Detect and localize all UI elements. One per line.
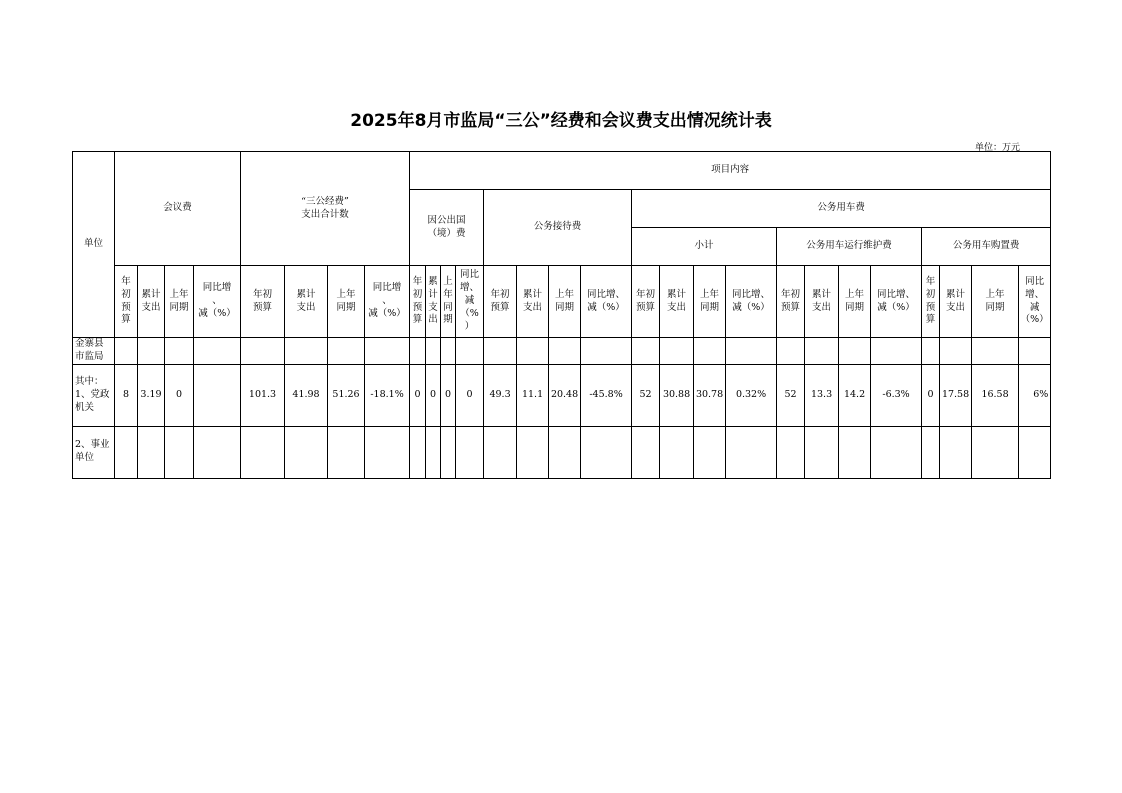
- table-cell: [805, 338, 839, 365]
- table-cell: [456, 426, 484, 478]
- table-cell: 3.19: [138, 364, 165, 426]
- table-cell: [777, 338, 805, 365]
- table-cell: [581, 426, 632, 478]
- expense-table: [72, 151, 1051, 479]
- subheader-vehicle-buy-spent: 累计 支出: [940, 266, 972, 338]
- row-label: 2、事业 单位: [73, 426, 115, 478]
- table-cell: [484, 426, 517, 478]
- table-cell: [726, 338, 777, 365]
- header-vehicle-run: 公务用车运行维护费: [777, 228, 922, 266]
- table-cell: [777, 426, 805, 478]
- subheader-subtotal-budget: 年初 预算: [632, 266, 660, 338]
- table-cell: [660, 338, 694, 365]
- row-label: 其中： 1、党政 机关: [73, 364, 115, 426]
- table-cell: [517, 338, 549, 365]
- table-cell: [922, 426, 940, 478]
- table-cell: [285, 338, 328, 365]
- subheader-meeting-last-year: 上年 同期: [165, 266, 194, 338]
- table-cell: [1019, 338, 1051, 365]
- subheader-sangong-spent: 累计 支出: [285, 266, 328, 338]
- table-cell: [660, 426, 694, 478]
- subheader-meeting-yoy: 同比增 、 减（%）: [194, 266, 241, 338]
- table-cell: [138, 426, 165, 478]
- table-cell: [138, 338, 165, 365]
- table-cell: [581, 338, 632, 365]
- subheader-vehicle-run-last-year: 上年 同期: [839, 266, 871, 338]
- subheader-sangong-last-year: 上年 同期: [328, 266, 365, 338]
- table-cell: 8: [115, 364, 138, 426]
- table-cell: 14.2: [839, 364, 871, 426]
- table-cell: [726, 426, 777, 478]
- table-cell: [441, 338, 456, 365]
- table-cell: [365, 338, 410, 365]
- table-cell: 0: [165, 364, 194, 426]
- subheader-abroad-spent: 累 计 支 出: [426, 266, 441, 338]
- subheader-vehicle-run-budget: 年初 预算: [777, 266, 805, 338]
- table-cell: 41.98: [285, 364, 328, 426]
- table-cell: 52: [632, 364, 660, 426]
- table-cell: [839, 426, 871, 478]
- table-cell: 17.58: [940, 364, 972, 426]
- table-cell: [456, 338, 484, 365]
- subheader-meeting-spent: 累计 支出: [138, 266, 165, 338]
- row-label: 金寨县 市监局: [73, 338, 115, 365]
- table-cell: [410, 426, 426, 478]
- table-cell: 0: [410, 364, 426, 426]
- header-reception: 公务接待费: [484, 190, 632, 266]
- table-cell: [940, 426, 972, 478]
- table-cell: [549, 426, 581, 478]
- subheader-vehicle-buy-yoy: 同比 增、 减 （%）: [1019, 266, 1051, 338]
- table-cell: [632, 426, 660, 478]
- table-cell: [285, 426, 328, 478]
- table-cell: 16.58: [972, 364, 1019, 426]
- subheader-subtotal-yoy: 同比增、 减（%）: [726, 266, 777, 338]
- table-cell: 6%: [1019, 364, 1051, 426]
- table-cell: [194, 426, 241, 478]
- table-cell: 20.48: [549, 364, 581, 426]
- table-cell: 13.3: [805, 364, 839, 426]
- subheader-subtotal-spent: 累计 支出: [660, 266, 694, 338]
- table-cell: [194, 338, 241, 365]
- table-cell: [972, 338, 1019, 365]
- table-cell: [365, 426, 410, 478]
- table-cell: [441, 426, 456, 478]
- table-cell: [484, 338, 517, 365]
- table-cell: 0: [456, 364, 484, 426]
- table-cell: [549, 338, 581, 365]
- table-cell: [694, 426, 726, 478]
- table-cell: 0: [922, 364, 940, 426]
- table-cell: [517, 426, 549, 478]
- subheader-sangong-yoy: 同比增 、 减（%）: [365, 266, 410, 338]
- header-subtotal: 小计: [632, 228, 777, 266]
- subheader-reception-last-year: 上年 同期: [549, 266, 581, 338]
- header-abroad: 因公出国 （境）费: [410, 190, 484, 266]
- subheader-vehicle-run-spent: 累计 支出: [805, 266, 839, 338]
- table-cell: 0: [441, 364, 456, 426]
- table-cell: [115, 426, 138, 478]
- table-cell: [871, 426, 922, 478]
- subheader-vehicle-buy-last-year: 上年 同期: [972, 266, 1019, 338]
- subheader-abroad-yoy: 同比 增、 减 （% ）: [456, 266, 484, 338]
- subheader-vehicle-buy-budget: 年 初 预 算: [922, 266, 940, 338]
- table-cell: [165, 338, 194, 365]
- table-cell: [922, 338, 940, 365]
- table-cell: 0: [426, 364, 441, 426]
- table-cell: -45.8%: [581, 364, 632, 426]
- table-cell: [410, 338, 426, 365]
- page-title: 2025年8月市监局“三公”经费和会议费支出情况统计表: [350, 111, 772, 131]
- header-sangong-total: “三公经费” 支出合计数: [241, 152, 410, 266]
- table-cell: 11.1: [517, 364, 549, 426]
- table-cell: 52: [777, 364, 805, 426]
- table-cell: [194, 364, 241, 426]
- table-cell: [328, 338, 365, 365]
- subheader-abroad-budget: 年 初 预 算: [410, 266, 426, 338]
- header-vehicle-buy: 公务用车购置费: [922, 228, 1051, 266]
- subheader-meeting-budget: 年 初 预 算: [115, 266, 138, 338]
- table-cell: 30.88: [660, 364, 694, 426]
- table-cell: -18.1%: [365, 364, 410, 426]
- subheader-reception-spent: 累计 支出: [517, 266, 549, 338]
- table-cell: [805, 426, 839, 478]
- table-cell: -6.3%: [871, 364, 922, 426]
- table-cell: [940, 338, 972, 365]
- header-project-content: 项目内容: [410, 152, 1051, 190]
- table-cell: [241, 426, 285, 478]
- table-cell: [694, 338, 726, 365]
- subheader-vehicle-run-yoy: 同比增、 减（%）: [871, 266, 922, 338]
- table-cell: 49.3: [484, 364, 517, 426]
- table-cell: [632, 338, 660, 365]
- subheader-reception-budget: 年初 预算: [484, 266, 517, 338]
- table-cell: 0.32%: [726, 364, 777, 426]
- header-unit: 单位: [73, 152, 115, 338]
- unit-label: 单位：万元: [974, 143, 1020, 153]
- subheader-abroad-last-year: 上 年 同 期: [441, 266, 456, 338]
- table-cell: [426, 426, 441, 478]
- table-cell: [328, 426, 365, 478]
- header-vehicle: 公务用车费: [632, 190, 1051, 228]
- table-cell: [165, 426, 194, 478]
- table-cell: 51.26: [328, 364, 365, 426]
- table-cell: [241, 338, 285, 365]
- table-cell: [426, 338, 441, 365]
- subheader-sangong-budget: 年初 预算: [241, 266, 285, 338]
- table-cell: [871, 338, 922, 365]
- subheader-reception-yoy: 同比增、 减（%）: [581, 266, 632, 338]
- table-cell: [1019, 426, 1051, 478]
- header-meeting-fee: 会议费: [115, 152, 241, 266]
- table-cell: 101.3: [241, 364, 285, 426]
- subheader-subtotal-last-year: 上年 同期: [694, 266, 726, 338]
- table-cell: [972, 426, 1019, 478]
- table-cell: [115, 338, 138, 365]
- table-cell: 30.78: [694, 364, 726, 426]
- table-cell: [839, 338, 871, 365]
